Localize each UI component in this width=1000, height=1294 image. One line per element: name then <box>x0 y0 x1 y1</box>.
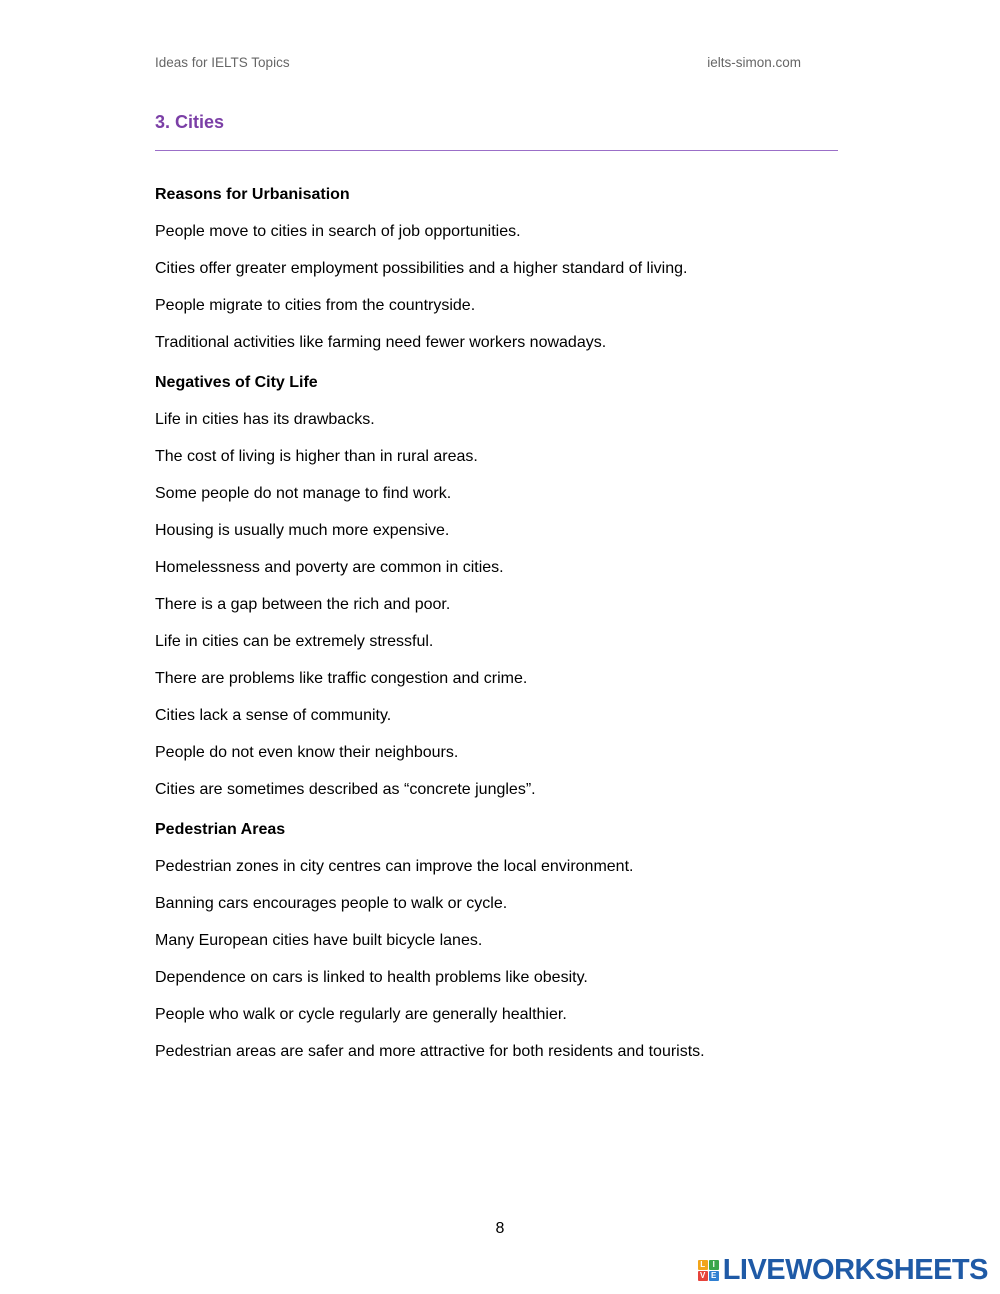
section-negatives-of-city-life <box>155 372 845 801</box>
liveworksheets-brand[interactable] <box>698 1254 988 1286</box>
page-content <box>155 184 845 1081</box>
section-heading: Negatives of City Life <box>155 374 318 391</box>
logo-tile: L <box>698 1260 708 1270</box>
header-document-title: Ideas for IELTS Topics <box>155 55 290 70</box>
text-line: The cost of living is higher than in rural areas. <box>155 448 478 465</box>
text-line: Life in cities can be extremely stressful. <box>155 633 434 650</box>
text-line: Housing is usually much more expensive. <box>155 522 450 539</box>
section-heading: Pedestrian Areas <box>155 821 286 838</box>
liveworksheets-logo-icon <box>698 1260 719 1281</box>
logo-tile: E <box>709 1271 719 1281</box>
logo-tile: V <box>698 1271 708 1281</box>
brand-wordmark: LIVEWORKSHEETS <box>722 1253 988 1286</box>
text-line: Banning cars encourages people to walk or cycle. <box>155 895 508 912</box>
text-line: People move to cities in search of job opportunities. <box>155 223 521 240</box>
text-line: People do not even know their neighbours. <box>155 744 459 761</box>
text-line: Cities are sometimes described as “concrete jungles”. <box>155 781 536 798</box>
text-line: There is a gap between the rich and poor. <box>155 596 451 613</box>
section-reasons-for-urbanisation <box>155 184 845 354</box>
page-number: 8 <box>495 1220 505 1237</box>
header-website: ielts-simon.com <box>707 55 801 70</box>
text-line: Dependence on cars is linked to health problems like obesity. <box>155 969 588 986</box>
logo-tile: I <box>709 1260 719 1270</box>
text-line: People migrate to cities from the countryside. <box>155 297 476 314</box>
text-line: Life in cities has its drawbacks. <box>155 411 375 428</box>
text-line: Many European cities have built bicycle lanes. <box>155 932 483 949</box>
chapter-title: 3. Cities <box>155 112 225 132</box>
section-lines <box>155 409 845 801</box>
text-line: Pedestrian zones in city centres can improve the local environment. <box>155 858 634 875</box>
text-line: Cities lack a sense of community. <box>155 707 392 724</box>
section-lines <box>155 856 845 1063</box>
text-line: There are problems like traffic congestion and crime. <box>155 670 528 687</box>
text-line: Traditional activities like farming need fewer workers nowadays. <box>155 334 607 351</box>
section-heading: Reasons for Urbanisation <box>155 186 350 203</box>
section-pedestrian-areas <box>155 819 845 1063</box>
text-line: Some people do not manage to find work. <box>155 485 452 502</box>
text-line: People who walk or cycle regularly are generally healthier. <box>155 1006 567 1023</box>
text-line: Cities offer greater employment possibilities and a higher standard of living. <box>155 260 688 277</box>
chapter-divider <box>155 150 838 151</box>
text-line: Pedestrian areas are safer and more attractive for both residents and tourists. <box>155 1043 705 1060</box>
text-line: Homelessness and poverty are common in cities. <box>155 559 504 576</box>
section-lines <box>155 221 845 354</box>
